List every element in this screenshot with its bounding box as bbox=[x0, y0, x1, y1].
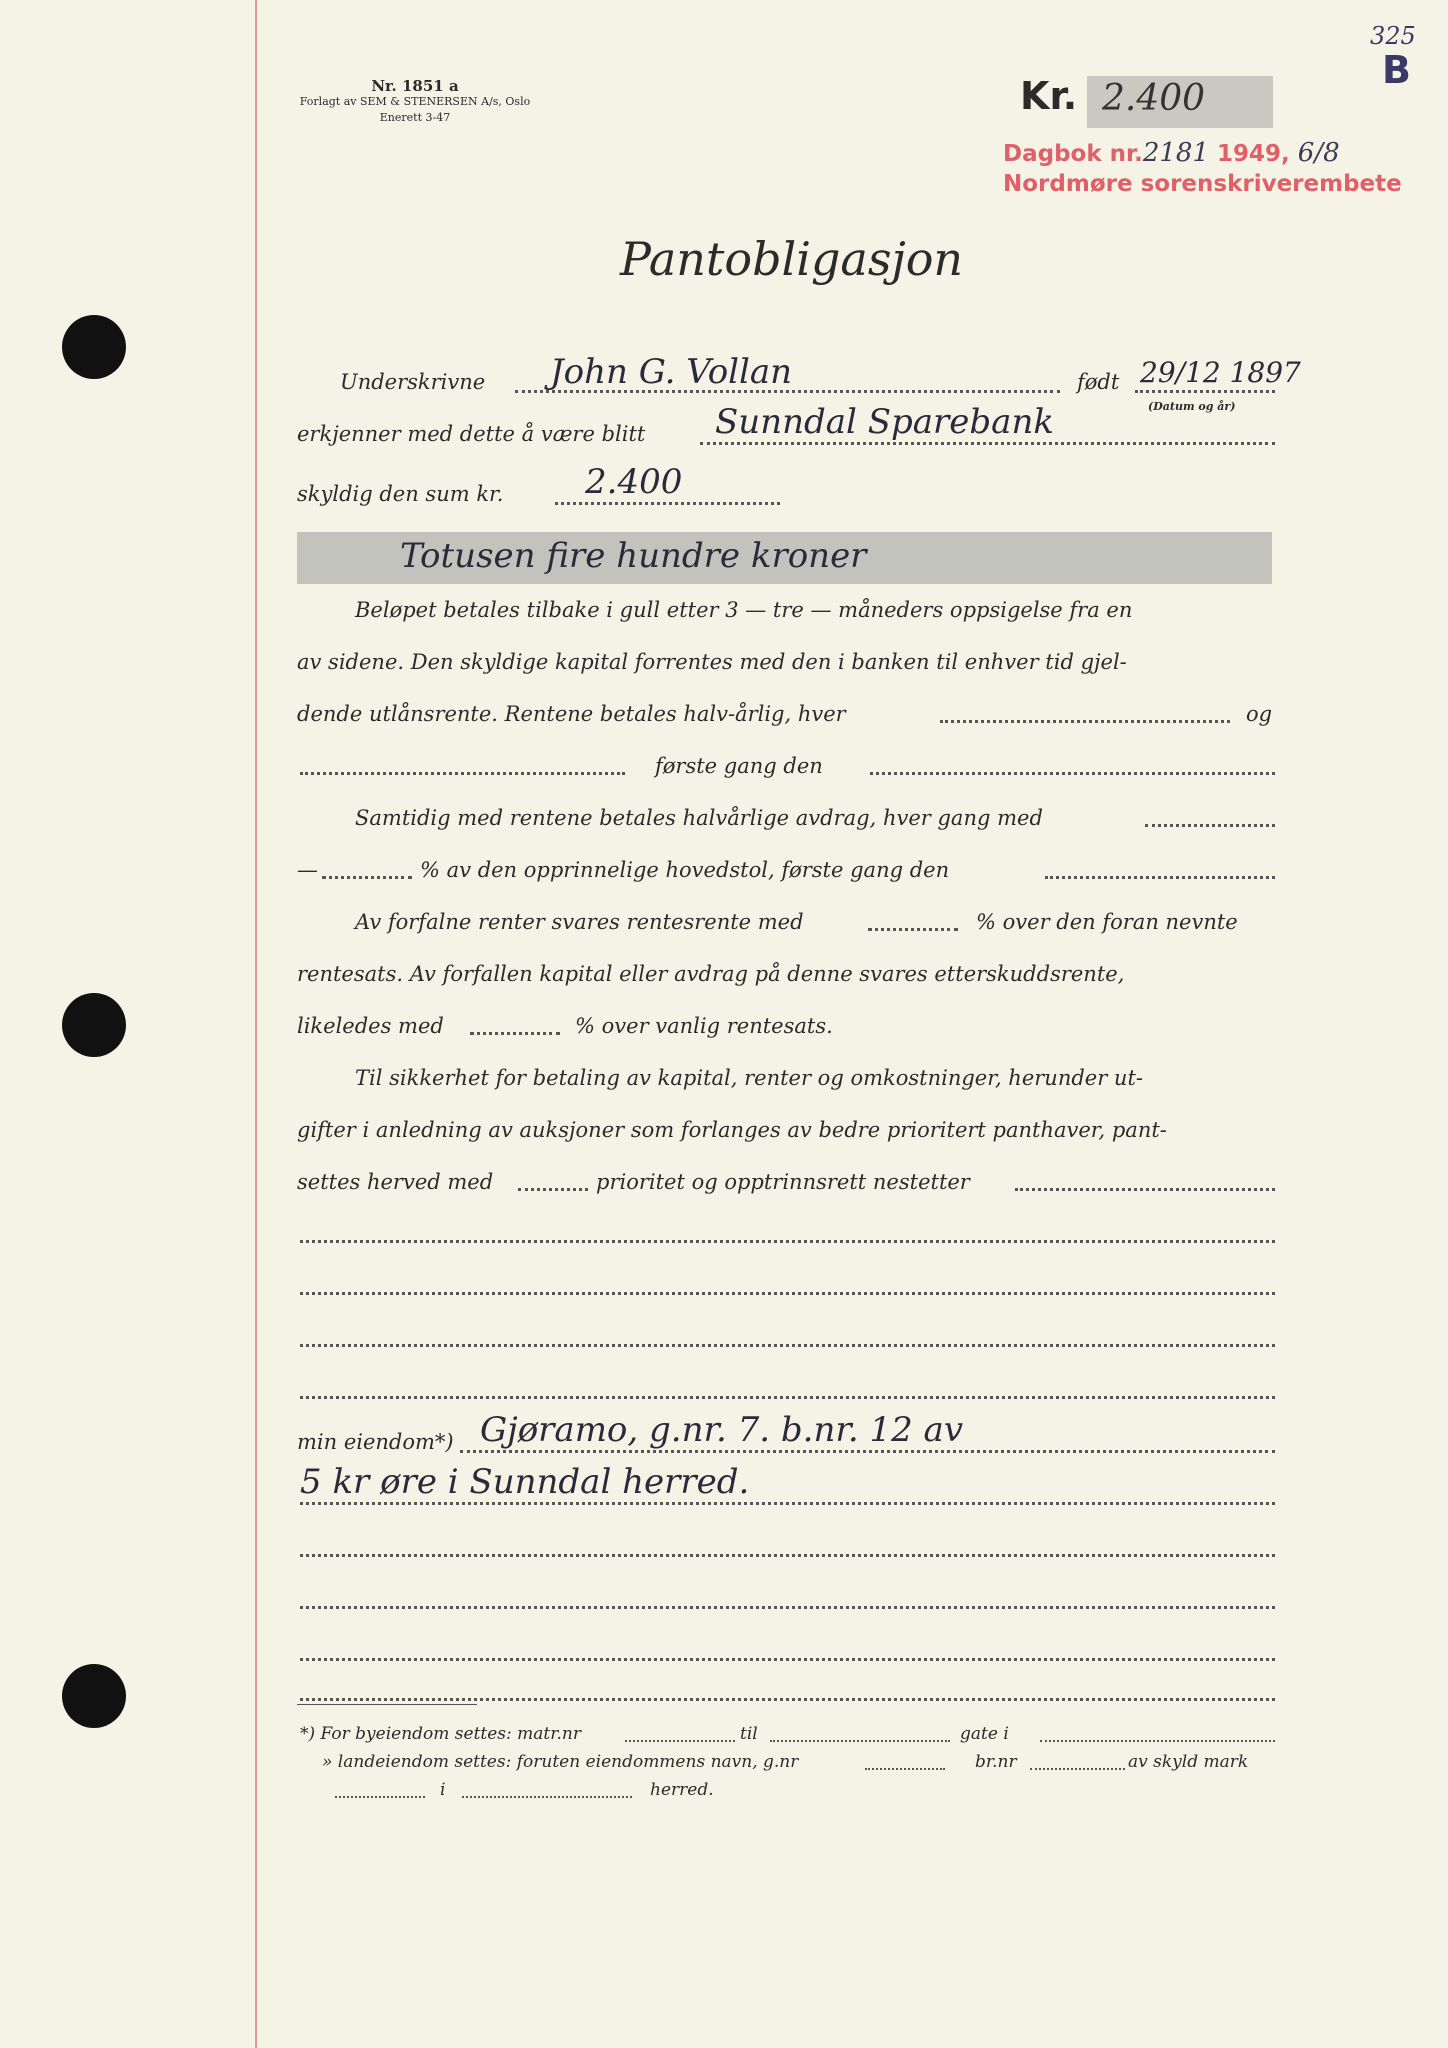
skyldig-label: skyldig den sum kr. bbox=[297, 482, 504, 506]
footnote-line: *) For byeiendom settes: matr.nr bbox=[300, 1724, 581, 1744]
dotted-line bbox=[770, 1740, 950, 1742]
footnote-line: » landeiendom settes: foruten eiendommens navn, g.nr bbox=[322, 1752, 799, 1772]
dotted-line bbox=[300, 1240, 1275, 1243]
dotted-line bbox=[300, 772, 625, 775]
fodt-label: født bbox=[1077, 370, 1120, 394]
kr-label: Kr. bbox=[1020, 74, 1078, 118]
body-line: Av forfalne renter svares rentesrente med bbox=[355, 910, 804, 934]
dotted-line bbox=[300, 1606, 1275, 1609]
erkjenner-label: erkjenner med dette å være blitt bbox=[297, 422, 646, 446]
sum-in-words: Totusen fire hundre kroner bbox=[400, 536, 867, 576]
binder-hole bbox=[62, 315, 126, 379]
footnote-rule bbox=[297, 1704, 477, 1705]
footnote-line: av skyld mark bbox=[1128, 1752, 1249, 1772]
body-line: av sidene. Den skyldige kapital forrentes med den i banken til enhver tid gjel- bbox=[297, 650, 1127, 674]
body-line: settes herved med bbox=[297, 1170, 494, 1194]
body-line: % av den opprinnelige hovedstol, første gang den bbox=[420, 858, 950, 882]
sum-dotted-line bbox=[555, 502, 780, 505]
body-line: likeledes med bbox=[297, 1014, 444, 1038]
dotted-line bbox=[300, 1502, 1275, 1505]
body-line: — bbox=[297, 858, 318, 882]
dotted-line bbox=[462, 1796, 632, 1798]
registry-stamp bbox=[1003, 138, 1402, 199]
margin-rule bbox=[255, 0, 257, 2048]
property-label: min eiendom*) bbox=[297, 1430, 454, 1454]
page-letter: B bbox=[1382, 48, 1411, 92]
kr-amount: 2.400 bbox=[1102, 78, 1206, 119]
dotted-line bbox=[1045, 876, 1275, 879]
stamp-prefix: Dagbok nr. bbox=[1003, 141, 1143, 167]
footnote-line: i bbox=[440, 1780, 446, 1800]
dotted-line bbox=[1015, 1188, 1275, 1191]
dotted-line bbox=[518, 1188, 588, 1191]
page-number: 325 bbox=[1370, 22, 1416, 50]
signer-name: John G. Vollan bbox=[550, 352, 793, 392]
sum: 2.400 bbox=[585, 462, 683, 502]
datum-note: (Datum og år) bbox=[1148, 400, 1236, 413]
body-line: Samtidig med rentene betales halvårlige avdrag, hver gang med bbox=[355, 806, 1043, 830]
dotted-line bbox=[300, 1292, 1275, 1295]
body-line: Beløpet betales tilbake i gull etter 3 — tre — måneders oppsigelse fra en bbox=[355, 598, 1133, 622]
edition: Enerett 3-47 bbox=[379, 111, 451, 124]
body-line: % over den foran nevnte bbox=[976, 910, 1238, 934]
underskrivne-label: Underskrivne bbox=[340, 370, 486, 394]
dotted-line bbox=[1030, 1768, 1125, 1770]
body-line: gifter i anledning av auksjoner som forlanges av bedre prioritert panthaver, pant- bbox=[297, 1118, 1167, 1142]
birth-date: 29/12 1897 bbox=[1140, 356, 1301, 389]
footnote-line: gate i bbox=[960, 1724, 1009, 1744]
creditor: Sunndal Sparebank bbox=[715, 402, 1054, 442]
stamp-number: 2181 bbox=[1142, 138, 1209, 168]
dotted-line bbox=[1040, 1740, 1275, 1742]
stamp-year: 1949, bbox=[1217, 141, 1290, 167]
dotted-line bbox=[300, 1554, 1275, 1557]
body-line: dende utlånsrente. Rentene betales halv-årlig, hver bbox=[297, 702, 846, 726]
dotted-line bbox=[625, 1740, 735, 1742]
body-line: første gang den bbox=[655, 754, 823, 778]
birth-dotted-line bbox=[1135, 390, 1275, 393]
dotted-line bbox=[865, 1768, 945, 1770]
dotted-line bbox=[322, 876, 412, 879]
property-line-2: 5 kr øre i Sunndal herred. bbox=[300, 1462, 750, 1502]
dotted-line bbox=[300, 1396, 1275, 1399]
footnote-line: til bbox=[740, 1724, 758, 1744]
dotted-line bbox=[300, 1658, 1275, 1661]
stamp-office: Nordmøre sorenskriverembete bbox=[1003, 171, 1402, 197]
dotted-line bbox=[870, 772, 1275, 775]
dotted-line bbox=[335, 1796, 425, 1798]
body-line: Til sikkerhet for betaling av kapital, renter og omkostninger, herunder ut- bbox=[355, 1066, 1143, 1090]
dotted-line bbox=[1145, 824, 1275, 827]
dotted-line bbox=[470, 1032, 560, 1035]
body-line: rentesats. Av forfallen kapital eller avdrag på denne svares etterskuddsrente, bbox=[297, 962, 1125, 986]
body-line: % over vanlig rentesats. bbox=[575, 1014, 833, 1038]
footnote-line: herred. bbox=[650, 1780, 714, 1800]
property-line-1: Gjøramo, g.nr. 7. b.nr. 12 av bbox=[480, 1410, 964, 1450]
creditor-dotted-line bbox=[700, 442, 1275, 445]
body-line: og bbox=[1246, 702, 1273, 726]
form-number: Nr. 1851 a bbox=[371, 77, 459, 95]
binder-hole bbox=[62, 993, 126, 1057]
dotted-line bbox=[300, 1344, 1275, 1347]
dotted-line bbox=[868, 928, 958, 931]
dotted-line bbox=[460, 1450, 1275, 1453]
binder-hole bbox=[62, 1664, 126, 1728]
dotted-line bbox=[940, 720, 1230, 723]
footnote-line: br.nr bbox=[975, 1752, 1017, 1772]
body-line: prioritet og opptrinnsrett nestetter bbox=[596, 1170, 970, 1194]
document-title: Pantobligasjon bbox=[620, 232, 964, 286]
dotted-line bbox=[300, 1698, 1275, 1701]
form-identifier bbox=[295, 78, 535, 126]
stamp-date: 6/8 bbox=[1297, 138, 1340, 168]
publisher: Forlagt av SEM & STENERSEN A/s, Oslo bbox=[299, 95, 531, 108]
